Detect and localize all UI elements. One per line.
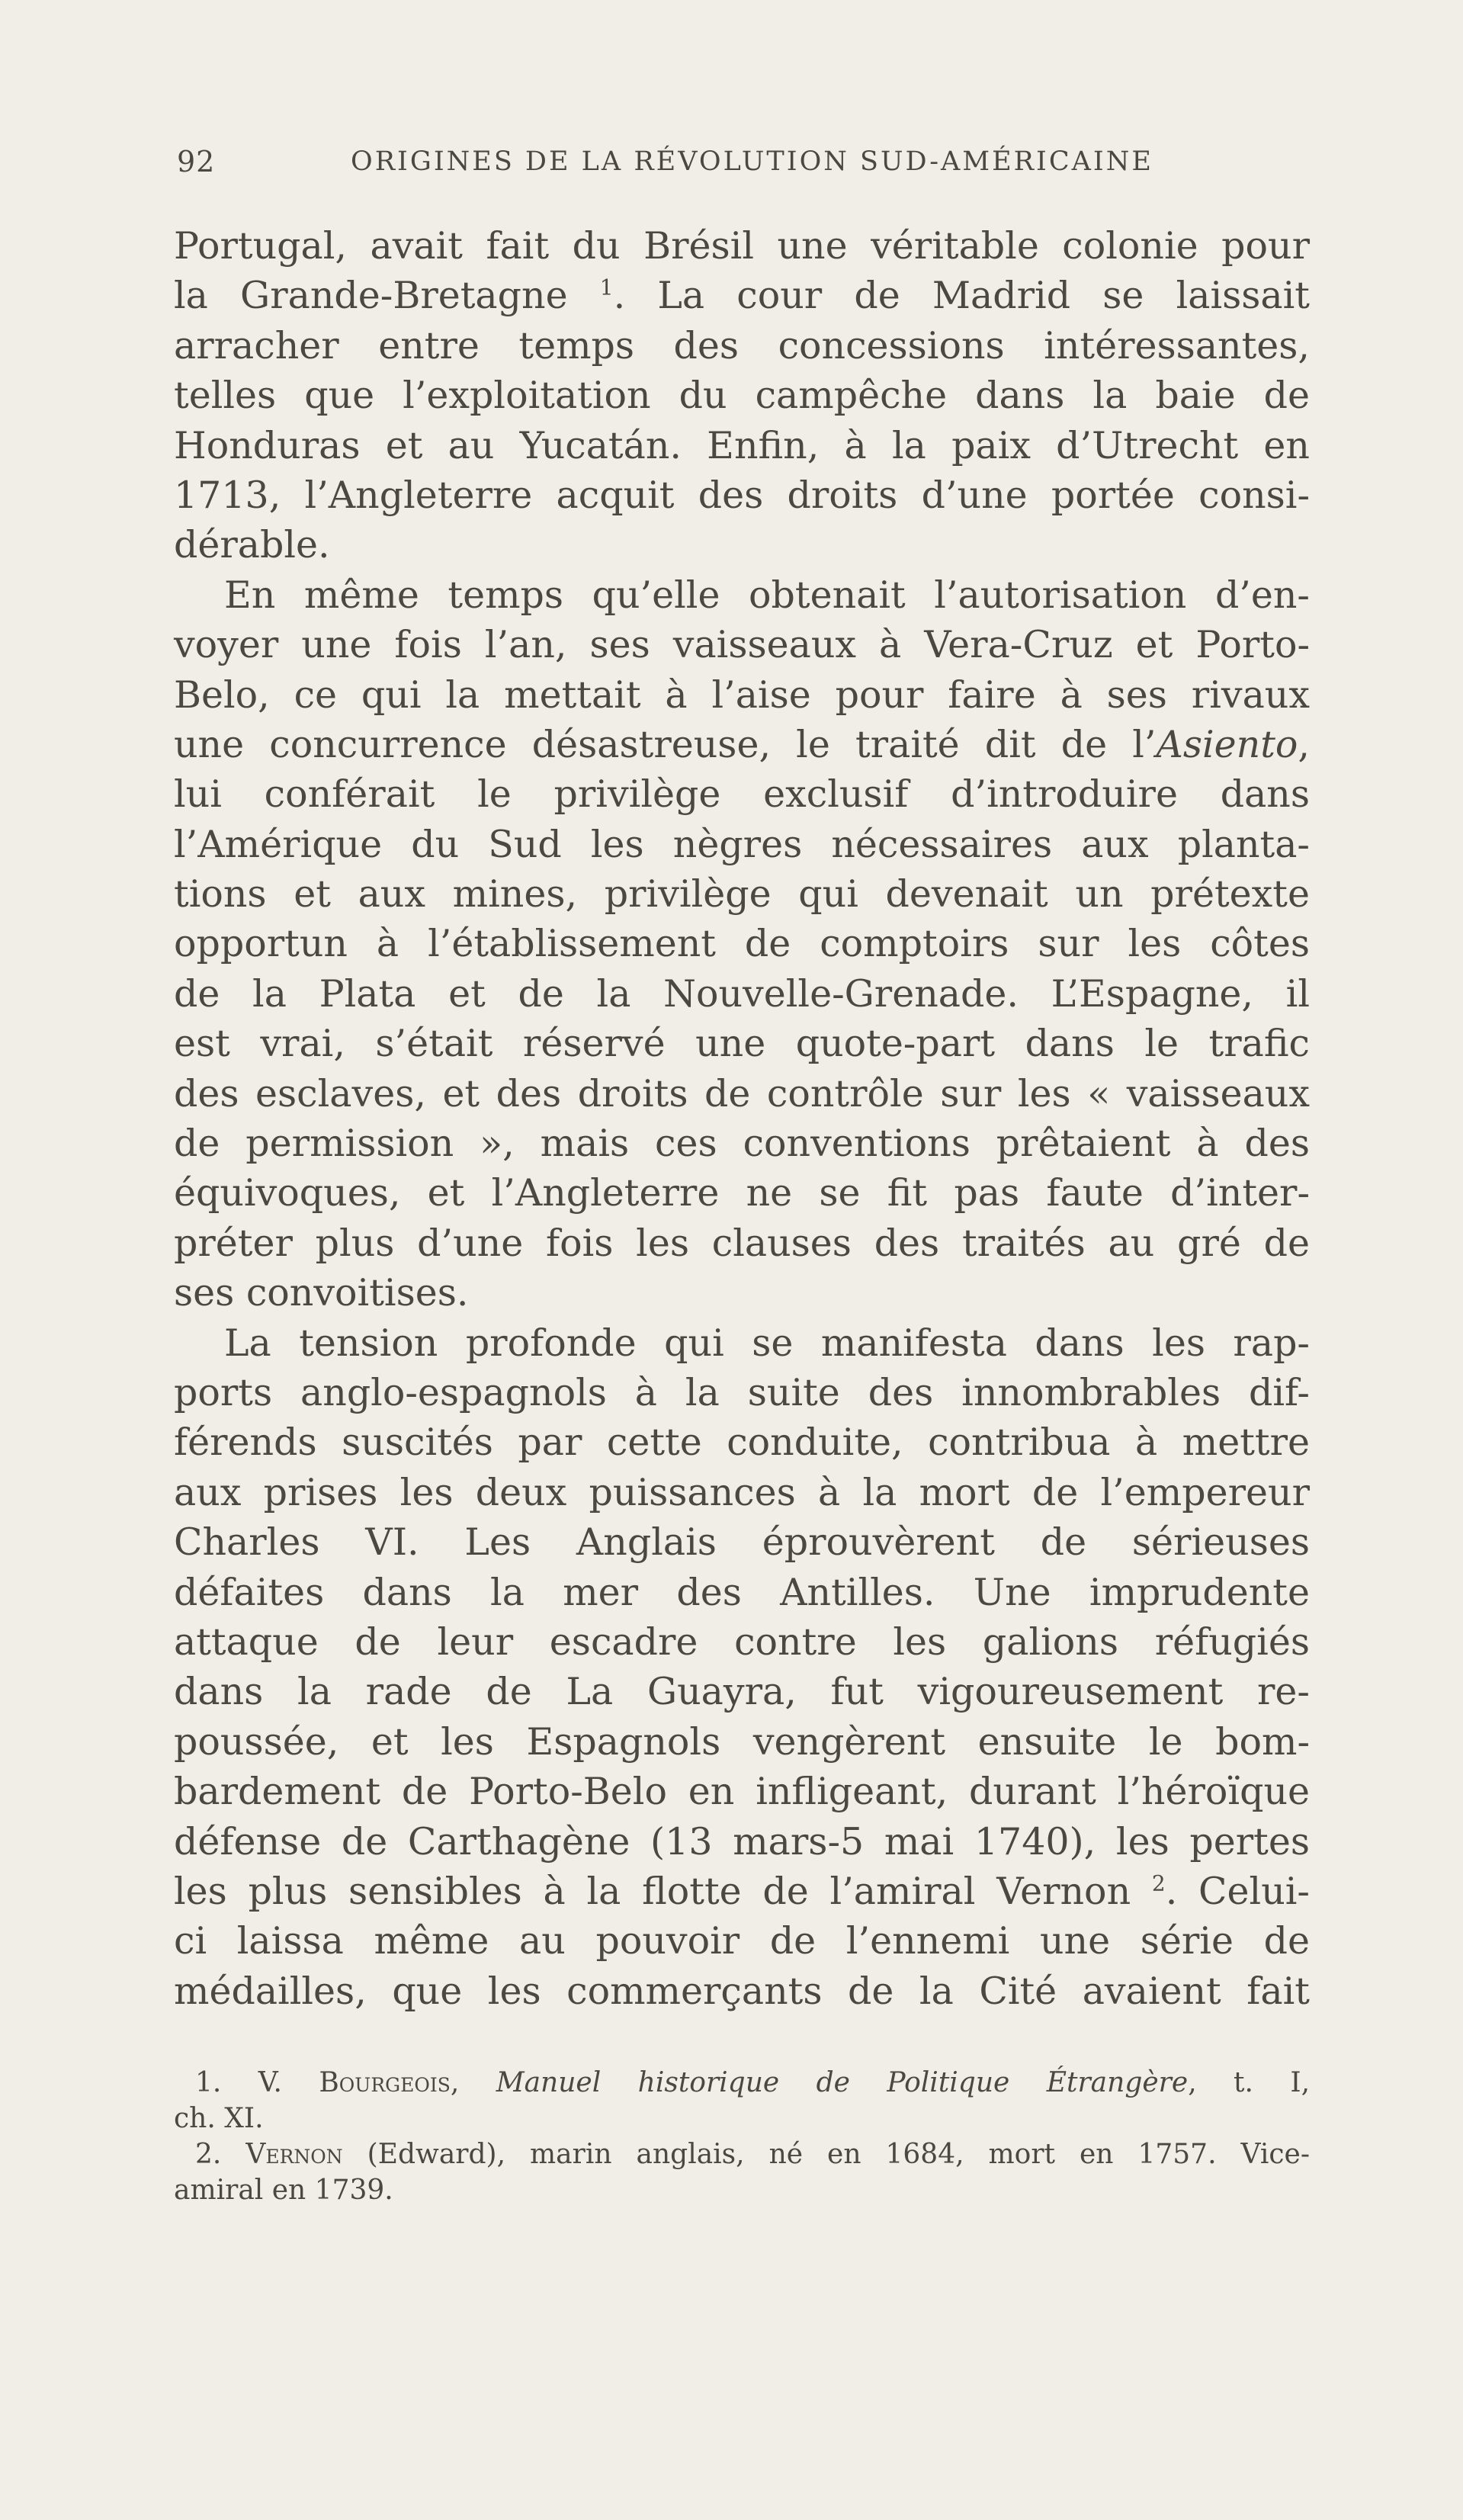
page-number: 92	[177, 145, 216, 178]
text-line: Honduras et au Yucatán. Enfin, à la paix d’Utrecht en	[174, 423, 1310, 467]
footnote-1: 1. V. Bourgeois, Manuel historique de Politique Étrangère, t. I,	[195, 2067, 1311, 2098]
footnote-ref-1[interactable]: 1	[599, 275, 614, 301]
text-line: attaque de leur escadre contre les galions réfugiés	[174, 1620, 1310, 1664]
text-line: bardement de Porto-Belo en infligeant, durant l’héroïque	[174, 1770, 1310, 1814]
text-line: férends suscités par cette conduite, contribua à mettre	[174, 1421, 1310, 1465]
paragraph-start: La tension profonde qui se manifesta dans les rap-	[224, 1321, 1310, 1365]
text-line: telles que l’exploitation du campêche dans la baie de	[174, 374, 1310, 418]
text-line: arracher entre temps des concessions intéressantes,	[174, 323, 1310, 368]
text-line: de permission », mais ces conventions prêtaient à des	[174, 1122, 1310, 1166]
work-title: Manuel historique de Politique Étrangère	[496, 2067, 1189, 2098]
text-line: opportun à l’établissement de comptoirs sur les côtes	[174, 922, 1310, 966]
asiento-term: Asiento	[1156, 722, 1298, 766]
running-header	[177, 145, 1298, 191]
paragraph-start: En même temps qu’elle obtenait l’autorisation d’en-	[224, 573, 1310, 617]
text-line: Belo, ce qui la mettait à l’aise pour faire à ses rivaux	[174, 673, 1310, 717]
text-line: ports anglo-espagnols à la suite des innombrables dif-	[174, 1370, 1310, 1414]
text-line: tions et aux mines, privilège qui devenait un prétexte	[174, 872, 1310, 917]
text-line: voyer une fois l’an, ses vaisseaux à Vera-Cruz et Porto-	[174, 623, 1310, 667]
text-line: une concurrence désastreuse, le traité dit de l’Asiento,	[174, 722, 1310, 766]
footnote-1-cont: ch. XI.	[174, 2103, 264, 2134]
text-line: ses convoitises.	[174, 1271, 469, 1315]
body-text	[174, 221, 1310, 2016]
text-line: 1713, l’Angleterre acquit des droits d’une portée consi-	[174, 473, 1310, 517]
running-title: ORIGINES DE LA RÉVOLUTION SUD-AMÉRICAINE	[351, 146, 1153, 177]
text-line: poussée, et les Espagnols vengèrent ensuite le bom-	[174, 1719, 1310, 1764]
text-line: les plus sensibles à la flotte de l’amiral Vernon $^2$. Celui-	[174, 1869, 1310, 1913]
text-line: la Grande-Bretagne $^1$. La cour de Madrid se laissait	[174, 274, 1310, 318]
text-line: de la Plata et de la Nouvelle-Grenade. L’Espagne, il	[174, 971, 1310, 1016]
text-line: médailles, que les commerçants de la Cité avaient fait	[174, 1969, 1310, 2013]
text-line: Charles VI. Les Anglais éprouvèrent de sérieuses	[174, 1520, 1310, 1565]
text-line: des esclaves, et des droits de contrôle sur les « vaisseaux	[174, 1071, 1310, 1116]
text-line: défaites dans la mer des Antilles. Une imprudente	[174, 1570, 1310, 1614]
text-line: Portugal, avait fait du Brésil une véritable colonie pour	[174, 224, 1310, 268]
text-line: préter plus d’une fois les clauses des traités au gré de	[174, 1221, 1310, 1265]
text-line: ci laissa même au pouvoir de l’ennemi une série de	[174, 1919, 1310, 1963]
footnote-ref-2[interactable]: 2	[1151, 1870, 1166, 1896]
footnotes	[174, 2065, 1310, 2208]
text-line: l’Amérique du Sud les nègres nécessaires aux planta-	[174, 822, 1310, 866]
author-name: Vernon	[245, 2139, 343, 2170]
text-line: dans la rade de La Guayra, fut vigoureusement re-	[174, 1670, 1310, 1714]
text-line: équivoques, et l’Angleterre ne se fit pas faute d’inter-	[174, 1171, 1310, 1215]
text-line: aux prises les deux puissances à la mort de l’empereur	[174, 1470, 1310, 1514]
text-line: lui conférait le privilège exclusif d’introduire dans	[174, 772, 1310, 817]
footnote-2: 2. Vernon (Edward), marin anglais, né en 1684, mort en 1757. Vice-	[195, 2139, 1311, 2170]
footnote-2-cont: amiral en 1739.	[174, 2175, 393, 2206]
text-line: dérable.	[174, 523, 330, 567]
text-line: défense de Carthagène (13 mars-5 mai 1740), les pertes	[174, 1819, 1310, 1864]
author-name: Bourgeois	[319, 2067, 451, 2098]
text-line: est vrai, s’était réservé une quote-part dans le trafic	[174, 1022, 1310, 1066]
